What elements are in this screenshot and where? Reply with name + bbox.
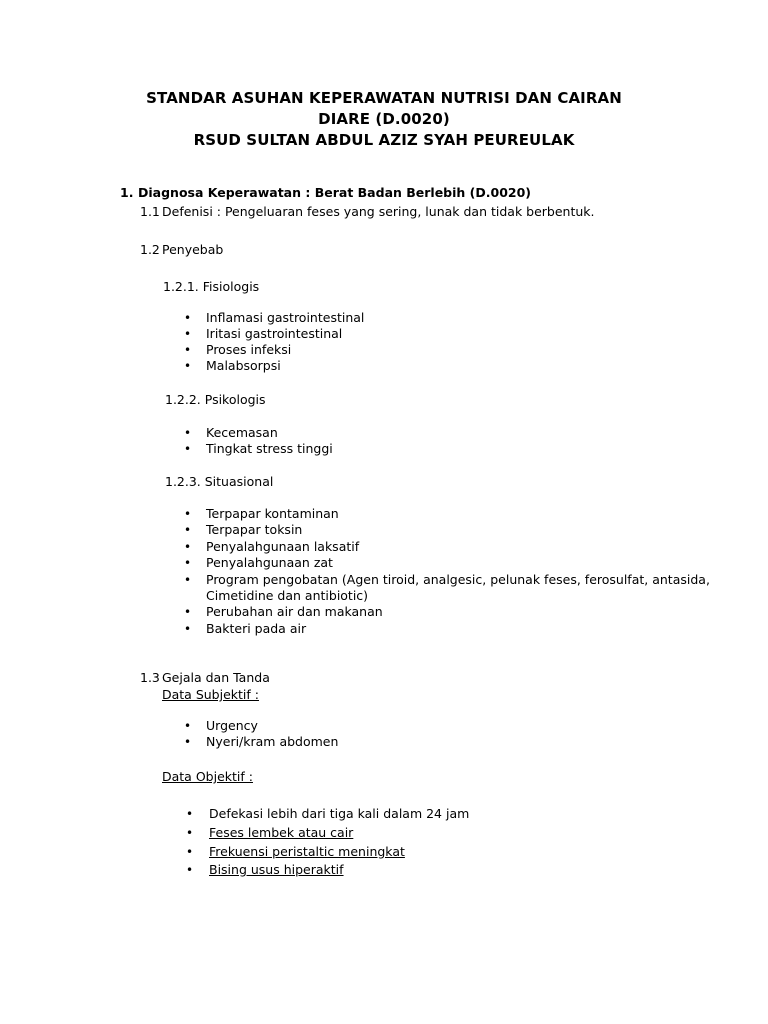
- bullet-icon: •: [184, 311, 192, 325]
- list-item: Terpapar kontaminan: [206, 506, 339, 521]
- bullet-icon: •: [184, 573, 192, 587]
- bullet-icon: •: [184, 359, 192, 373]
- list-item: Bakteri pada air: [206, 621, 307, 636]
- bullet-icon: •: [184, 507, 192, 521]
- list-item: Defekasi lebih dari tiga kali dalam 24 jam: [209, 806, 470, 821]
- list-item: Nyeri/kram abdomen: [206, 734, 339, 749]
- fisiologis-label: 1.2.1. Fisiologis: [163, 279, 260, 294]
- subjective-data-label: Data Subjektif :: [162, 687, 259, 702]
- causes-label: Penyebab: [162, 242, 224, 257]
- causes-number: 1.2: [140, 242, 160, 257]
- bullet-icon: •: [184, 719, 192, 733]
- list-item: Frekuensi peristaltic meningkat: [209, 844, 405, 859]
- bullet-icon: •: [186, 807, 194, 821]
- section-1-number: 1.: [120, 185, 134, 200]
- bullet-icon: •: [184, 556, 192, 570]
- psikologis-label: 1.2.2. Psikologis: [165, 392, 266, 407]
- definition-text: Defenisi : Pengeluaran feses yang sering, lunak dan tidak berbentuk.: [162, 204, 595, 219]
- list-item: Terpapar toksin: [206, 522, 303, 537]
- document-title-line-3: RSUD SULTAN ABDUL AZIZ SYAH PEUREULAK: [193, 131, 575, 149]
- list-item: Perubahan air dan makanan: [206, 604, 383, 619]
- bullet-icon: •: [184, 343, 192, 357]
- document-title-line-2: DIARE (D.0020): [318, 110, 450, 128]
- list-item: Kecemasan: [206, 425, 278, 440]
- list-item: Malabsorpsi: [206, 358, 281, 373]
- bullet-icon: •: [186, 826, 194, 840]
- list-item: Proses infeksi: [206, 342, 292, 357]
- signs-number: 1.3: [140, 670, 160, 685]
- list-item: Bising usus hiperaktif: [209, 862, 344, 877]
- signs-label: Gejala dan Tanda: [162, 670, 270, 685]
- list-item: Program pengobatan (Agen tiroid, analgesic, pelunak feses, ferosulfat, antasida,: [206, 572, 710, 587]
- bullet-icon: •: [184, 523, 192, 537]
- bullet-icon: •: [184, 540, 192, 554]
- bullet-icon: •: [186, 845, 194, 859]
- list-item-continuation: Cimetidine dan antibiotic): [206, 588, 369, 603]
- situasional-label: 1.2.3. Situasional: [165, 474, 274, 489]
- list-item: Inflamasi gastrointestinal: [206, 310, 365, 325]
- bullet-icon: •: [184, 426, 192, 440]
- bullet-icon: •: [184, 327, 192, 341]
- list-item: Urgency: [206, 718, 258, 733]
- section-1-heading: Diagnosa Keperawatan : Berat Badan Berlebih (D.0020): [138, 185, 532, 200]
- list-item: Feses lembek atau cair: [209, 825, 354, 840]
- bullet-icon: •: [184, 605, 192, 619]
- list-item: Penyalahgunaan laksatif: [206, 539, 360, 554]
- list-item: Penyalahgunaan zat: [206, 555, 333, 570]
- bullet-icon: •: [184, 735, 192, 749]
- list-item: Iritasi gastrointestinal: [206, 326, 343, 341]
- list-item: Tingkat stress tinggi: [206, 441, 333, 456]
- definition-number: 1.1: [140, 204, 160, 219]
- bullet-icon: •: [186, 863, 194, 877]
- document-title-line-1: STANDAR ASUHAN KEPERAWATAN NUTRISI DAN CAIRAN: [146, 89, 622, 107]
- bullet-icon: •: [184, 442, 192, 456]
- bullet-icon: •: [184, 622, 192, 636]
- objective-data-label: Data Objektif :: [162, 769, 253, 784]
